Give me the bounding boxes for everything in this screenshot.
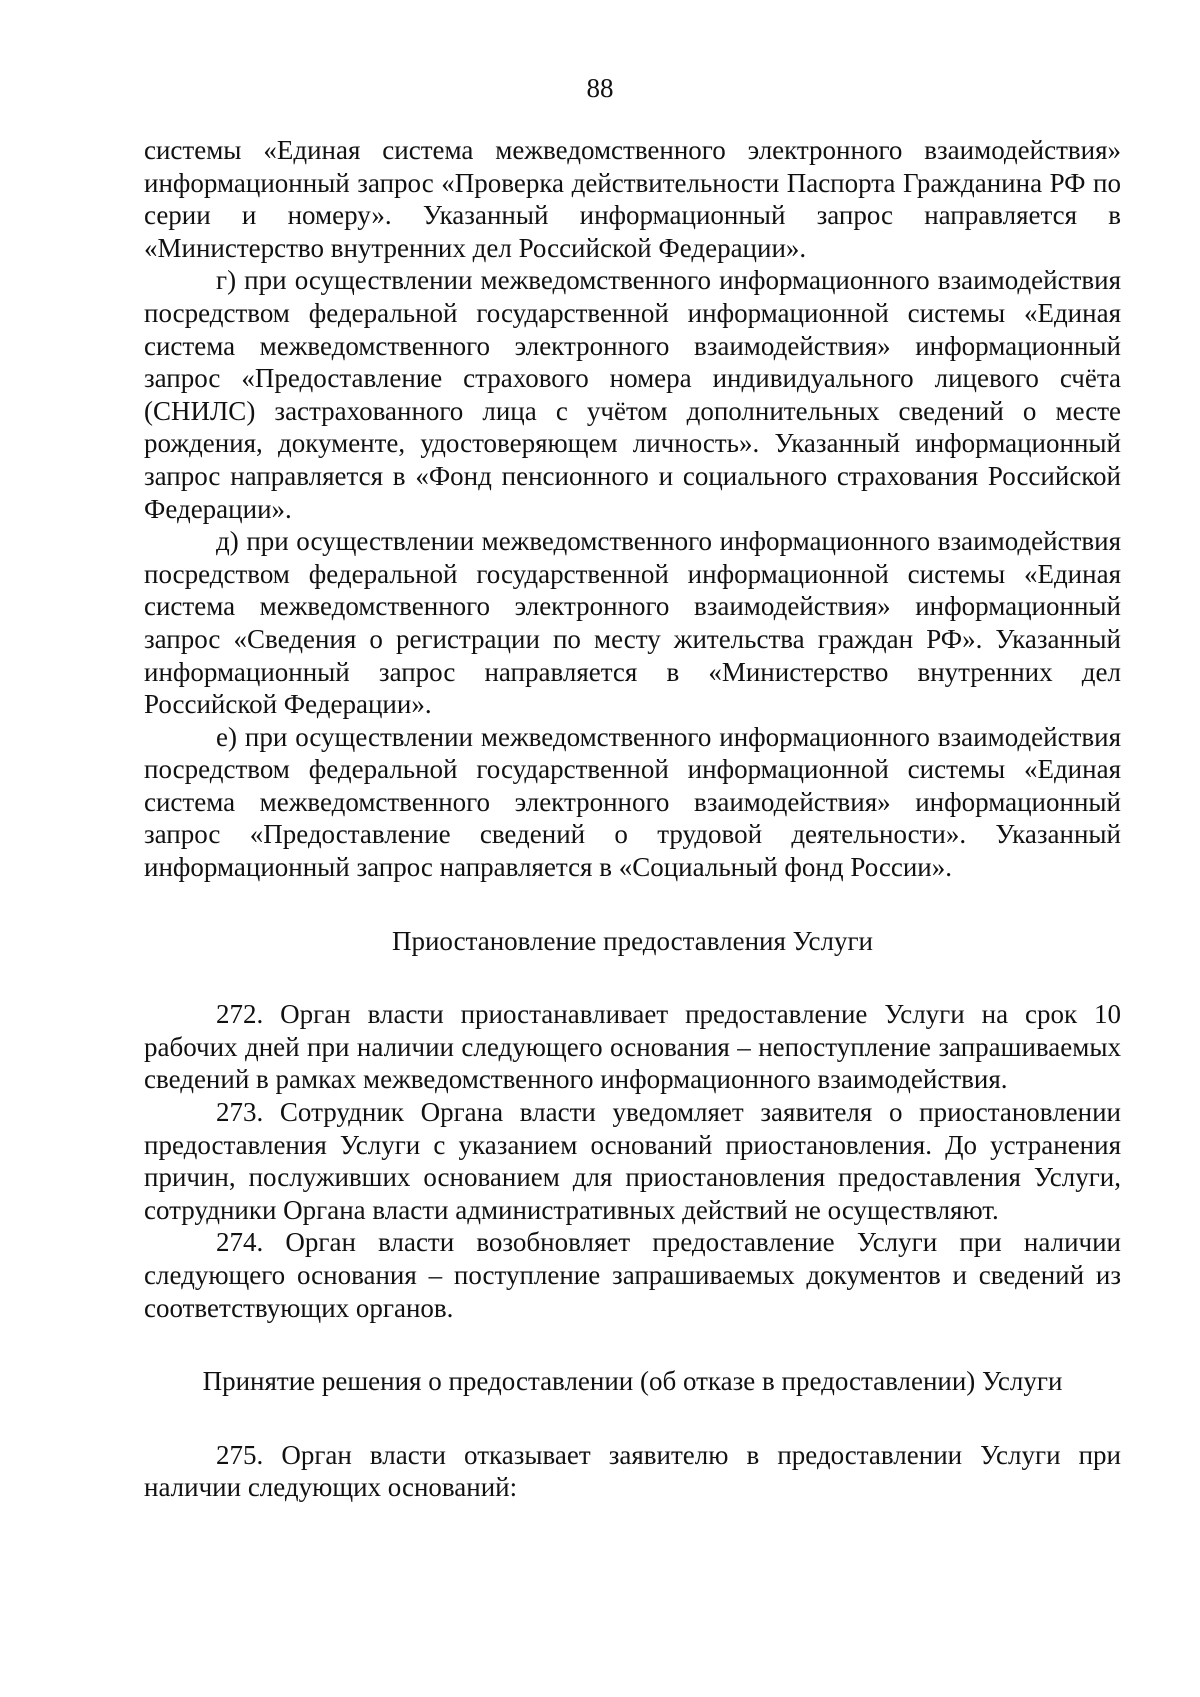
paragraph-item-e: е) при осуществлении межведомственного информационного взаимодействия посредством федеральной государственной информационной системы «Единая система межведомственного электронного взаимодействия» информационный запрос «Предоставление сведений о трудовой деятельности». Указанный информационный запрос направляется в «Социальный фонд России». — [144, 721, 1121, 883]
paragraph-item-d: д) при осуществлении межведомственного информационного взаимодействия посредством федеральной государственной информационной системы «Единая система межведомственного электронного взаимодействия» информационный запрос «Сведения о регистрации по месту жительства граждан РФ». Указанный информационный запрос направляется в «Министерство внутренних дел Российской Федерации». — [144, 526, 1121, 720]
section-heading-decision: Принятие решения о предоставлении (об отказе в предоставлении) Услуги — [202, 1366, 1063, 1397]
paragraph-275: 275. Орган власти отказывает заявителю в предоставлении Услуги при наличии следующих оснований: — [144, 1439, 1121, 1503]
spacer — [144, 957, 1121, 998]
spacer — [144, 884, 1121, 925]
paragraph-272: 272. Орган власти приостанавливает предоставление Услуги на срок 10 рабочих дней при наличии следующего основания – непоступление запрашиваемых сведений в рамках межведомственного информационного взаимодействия. — [144, 999, 1121, 1095]
paragraph-273: 273. Сотрудник Органа власти уведомляет заявителя о приостановлении предоставления Услуги с указанием оснований приостановления. До устранения причин, послуживших основанием для приостановления предоставления Услуги, сотрудники Органа власти административных действий не осуществляют. — [144, 1097, 1121, 1225]
spacer — [144, 1398, 1121, 1439]
paragraph-274: 274. Орган власти возобновляет предоставление Услуги при наличии следующего основания – поступление запрашиваемых документов и сведений из соответствующих органов. — [144, 1227, 1121, 1323]
spacer — [144, 1324, 1121, 1365]
section-heading-suspension: Приостановление предоставления Услуги — [391, 925, 873, 956]
document-body — [144, 134, 1121, 1504]
paragraph-continuation: системы «Единая система межведомственного электронного взаимодействия» информационный запрос «Проверка действительности Паспорта Гражданина РФ по серии и номеру». Указанный информационный запрос направляется в «Министерство внутренних дел Российской Федерации». — [144, 135, 1121, 263]
paragraph-item-g: г) при осуществлении межведомственного информационного взаимодействия посредством федеральной государственной информационной системы «Единая система межведомственного электронного взаимодействия» информационный запрос «Предоставление страхового номера индивидуального лицевого счёта (СНИЛС) застрахованного лица с учётом дополнительных сведений о месте рождения, документе, удостоверяющем личность». Указанный информационный запрос направляется в «Фонд пенсионного и социального страхования Российской Федерации». — [144, 265, 1121, 524]
page-number: 88 — [586, 73, 614, 103]
